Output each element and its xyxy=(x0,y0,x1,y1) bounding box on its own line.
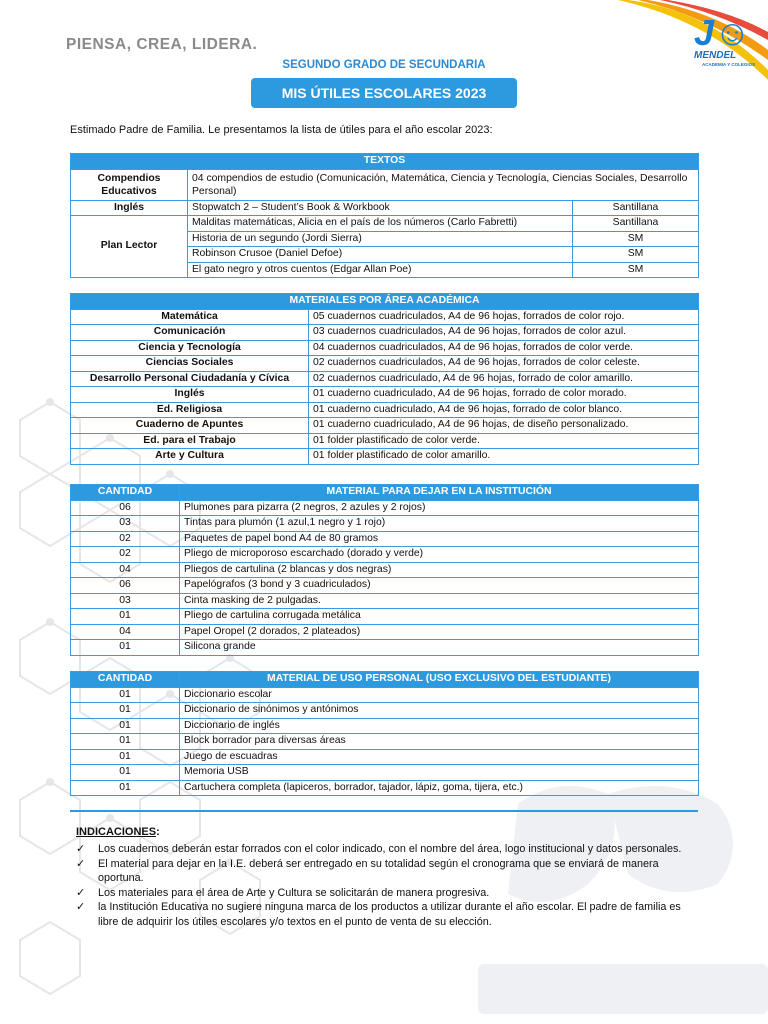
institucion-header: MATERIAL PARA DEJAR EN LA INSTITUCIÓN xyxy=(180,485,699,501)
item-qty: 02 xyxy=(71,547,180,563)
plan-book-title: Historia de un segundo (Jordi Sierra) xyxy=(188,231,573,247)
indicacion-text: Los cuadernos deberán estar forrados con el color indicado, con el nombre del área, logo institucional y datos personales. xyxy=(98,843,682,855)
ingles-label: Inglés xyxy=(71,200,188,216)
area-name: Ciencias Sociales xyxy=(71,356,309,372)
plan-book-title: Malditas matemáticas, Alicia en el país de los números (Carlo Fabretti) xyxy=(188,216,573,232)
textos-header: TEXTOS xyxy=(71,154,699,170)
item-desc: Cinta masking de 2 pulgadas. xyxy=(180,593,699,609)
plan-book-publisher: SM xyxy=(573,262,699,278)
area-name: Ciencia y Tecnología xyxy=(71,340,309,356)
area-name: Ed. Religiosa xyxy=(71,402,309,418)
list-item xyxy=(76,857,696,886)
item-qty: 06 xyxy=(71,578,180,594)
item-qty: 01 xyxy=(71,640,180,656)
ingles-publisher: Santillana xyxy=(573,200,699,216)
page-title xyxy=(251,78,517,108)
checkmark-icon: ✓ xyxy=(76,843,86,855)
indicacion-text: El material para dejar en la I.E. deberá ser entregado en su totalidad según el cronograma que se enviará de manera oportuna. xyxy=(98,857,659,884)
area-name: Cuaderno de Apuntes xyxy=(71,418,309,434)
area-materials: 01 cuaderno cuadriculado, A4 de 96 hojas, de diseño personalizado. xyxy=(309,418,699,434)
item-qty: 06 xyxy=(71,500,180,516)
area-materials: 05 cuadernos cuadriculados, A4 de 96 hojas, forrados de color rojo. xyxy=(309,309,699,325)
grade-heading: SEGUNDO GRADO DE SECUNDARIA xyxy=(282,59,486,71)
indicaciones-title-text: INDICACIONES xyxy=(76,826,157,838)
area-materials: 02 cuadernos cuadriculado, A4 de 96 hojas, forrado de color amarillo. xyxy=(309,371,699,387)
plan-lector-label: Plan Lector xyxy=(71,216,188,278)
item-qty: 03 xyxy=(71,593,180,609)
item-desc: Silicona grande xyxy=(180,640,699,656)
item-qty: 01 xyxy=(71,687,180,703)
list-item xyxy=(76,842,696,857)
indicacion-text: Los materiales para el área de Arte y Cultura se solicitarán de manera progresiva. xyxy=(98,886,490,899)
indicaciones-title: INDICACIONES: xyxy=(76,826,160,838)
area-materials: 01 cuaderno cuadriculado, A4 de 96 hojas, forrado de color blanco. xyxy=(309,402,699,418)
item-desc: Pliegos de cartulina (2 blancas y dos negras) xyxy=(180,562,699,578)
item-qty: 01 xyxy=(71,749,180,765)
item-desc: Memoria USB xyxy=(180,765,699,781)
item-desc: Cartuchera completa (lapiceros, borrador, tajador, lápiz, goma, tijera, etc.) xyxy=(180,780,699,796)
area-materials: 01 folder plastificado de color amarillo. xyxy=(309,449,699,465)
list-item xyxy=(76,886,696,901)
item-qty: 04 xyxy=(71,562,180,578)
item-qty: 02 xyxy=(71,531,180,547)
item-desc: Block borrador para diversas áreas xyxy=(180,734,699,750)
item-desc: Juego de escuadras xyxy=(180,749,699,765)
area-name: Matemática xyxy=(71,309,309,325)
item-desc: Diccionario de inglés xyxy=(180,718,699,734)
slogan: PIENSA, CREA, LIDERA. xyxy=(66,36,258,53)
plan-book-publisher: Santillana xyxy=(573,216,699,232)
compendios-text: 04 compendios de estudio (Comunicación, Matemática, Ciencia y Tecnología, Ciencias Sociales, Desarrollo Personal) xyxy=(188,169,699,200)
checkmark-icon: ✓ xyxy=(76,901,86,913)
divider xyxy=(70,810,698,812)
item-qty: 01 xyxy=(71,718,180,734)
compendios-label: Compendios Educativos xyxy=(71,169,188,200)
checkmark-icon: ✓ xyxy=(76,857,86,870)
area-name: Ed. para el Trabajo xyxy=(71,433,309,449)
area-name: Desarrollo Personal Ciudadanía y Cívica xyxy=(71,371,309,387)
area-materials: 01 folder plastificado de color verde. xyxy=(309,433,699,449)
item-desc: Paquetes de papel bond A4 de 80 gramos xyxy=(180,531,699,547)
qty-header: CANTIDAD xyxy=(71,672,180,688)
indicacion-text: la Institución Educativa no sugiere ninguna marca de los productos a utilizar durante el año escolar. El padre de familia es libre de adquirir los útiles escolares y/o textos en el punto de venta de su elección. xyxy=(98,901,681,928)
area-name: Inglés xyxy=(71,387,309,403)
ingles-text: Stopwatch 2 – Student’s Book & Workbook xyxy=(188,200,573,216)
plan-book-publisher: SM xyxy=(573,247,699,263)
personal-table xyxy=(70,671,699,796)
logo-mark-icon: J☺ xyxy=(694,12,751,53)
area-materials: 04 cuadernos cuadriculados, A4 de 96 hojas, forrados de color verde. xyxy=(309,340,699,356)
item-desc: Diccionario de sinónimos y antónimos xyxy=(180,703,699,719)
item-qty: 01 xyxy=(71,609,180,625)
plan-book-publisher: SM xyxy=(573,231,699,247)
area-materials: 02 cuadernos cuadriculados, A4 de 96 hojas, forrados de color celeste. xyxy=(309,356,699,372)
item-qty: 03 xyxy=(71,516,180,532)
materiales-table xyxy=(70,293,699,465)
item-desc: Pliego de cartulina corrugada metálica xyxy=(180,609,699,625)
indicaciones-list xyxy=(76,842,696,929)
area-name: Comunicación xyxy=(71,325,309,341)
checkmark-icon: ✓ xyxy=(76,886,86,899)
textos-table xyxy=(70,153,699,278)
item-desc: Plumones para pizarra (2 negros, 2 azules y 2 rojos) xyxy=(180,500,699,516)
item-qty: 01 xyxy=(71,734,180,750)
area-materials: 01 cuaderno cuadriculado, A4 de 96 hojas, forrado de color morado. xyxy=(309,387,699,403)
plan-book-title: Robinson Crusoe (Daniel Defoe) xyxy=(188,247,573,263)
list-item xyxy=(76,900,696,929)
item-qty: 01 xyxy=(71,780,180,796)
item-desc: Papel Oropel (2 dorados, 2 plateados) xyxy=(180,624,699,640)
item-qty: 01 xyxy=(71,703,180,719)
item-qty: 04 xyxy=(71,624,180,640)
item-desc: Tintas para plumón (1 azul,1 negro y 1 rojo) xyxy=(180,516,699,532)
area-name: Arte y Cultura xyxy=(71,449,309,465)
logo-name: MENDEL xyxy=(694,50,737,61)
plan-book-title: El gato negro y otros cuentos (Edgar Allan Poe) xyxy=(188,262,573,278)
item-desc: Pliego de microporoso escarchado (dorado y verde) xyxy=(180,547,699,563)
personal-header: MATERIAL DE USO PERSONAL (USO EXCLUSIVO DEL ESTUDIANTE) xyxy=(180,672,699,688)
item-desc: Diccionario escolar xyxy=(180,687,699,703)
materiales-header: MATERIALES POR ÁREA ACADÉMICA xyxy=(71,294,699,310)
intro-text: Estimado Padre de Familia. Le presentamos la lista de útiles para el año escolar 2023: xyxy=(70,124,493,136)
item-desc: Papelógrafos (3 bond y 3 cuadriculados) xyxy=(180,578,699,594)
institucion-table xyxy=(70,484,699,656)
page-title-text: MIS ÚTILES ESCOLARES 2023 xyxy=(281,85,487,101)
area-materials: 03 cuadernos cuadriculados, A4 de 96 hojas, forrados de color azul. xyxy=(309,325,699,341)
qty-header: CANTIDAD xyxy=(71,485,180,501)
item-qty: 01 xyxy=(71,765,180,781)
logo-subtitle: ACADEMIA Y COLEGIOS xyxy=(702,62,756,67)
